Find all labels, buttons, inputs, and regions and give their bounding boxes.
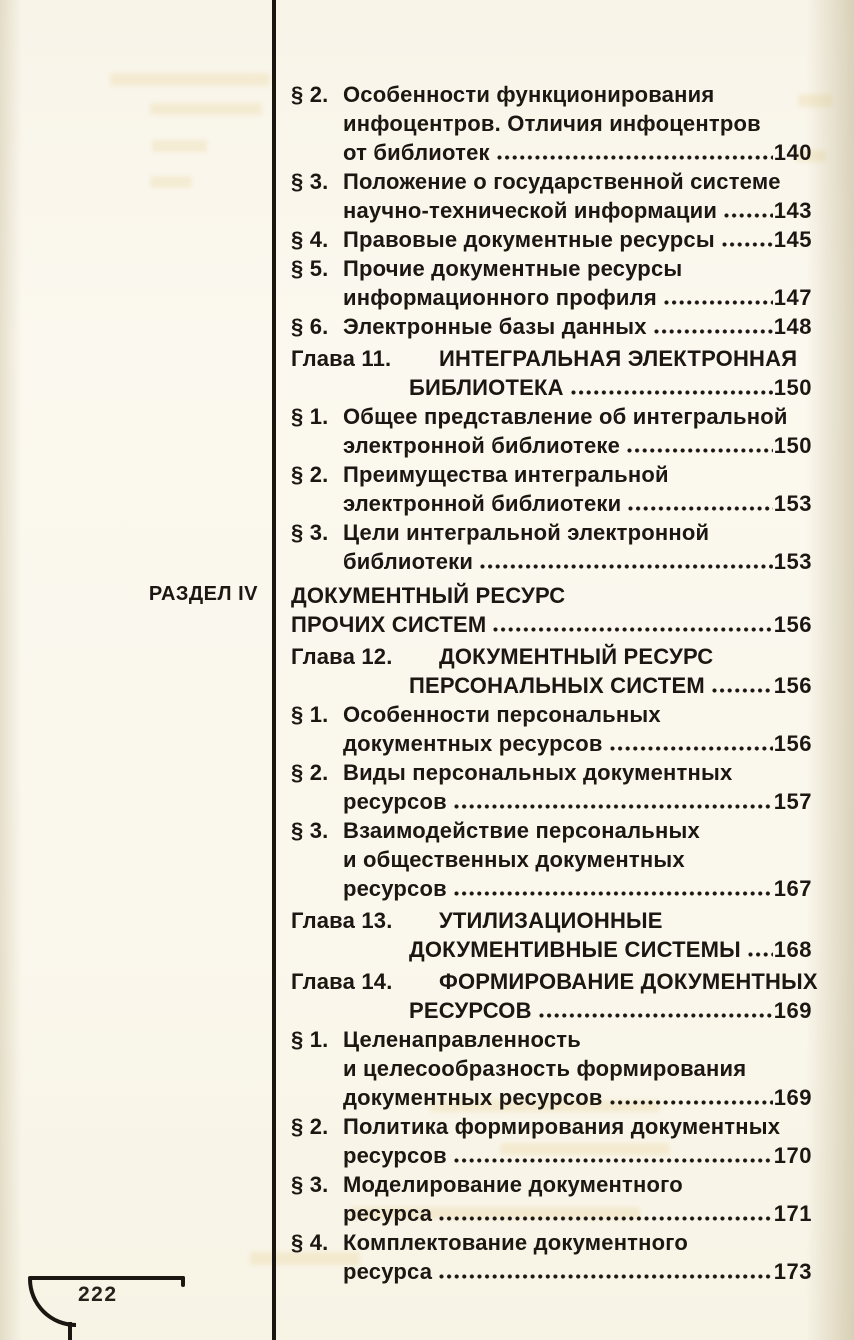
entry-text: ПЕРСОНАЛЬНЫХ СИСТЕМ [409,673,705,698]
bleed-through-mark [152,140,207,152]
entry-prefix: § 2. [291,1114,329,1139]
toc-entry-section [291,1025,812,1112]
entry-page-number: 150 [773,433,812,458]
toc-entry-chapter [291,344,812,402]
dot-leader [496,138,773,167]
entry-text: РЕСУРСОВ [409,998,532,1023]
toc-entry-line [291,460,812,489]
toc-entry-line [291,312,812,341]
entry-prefix: § 2. [291,82,329,107]
entry-page-number: 156 [773,673,812,698]
entry-text: электронной библиотеке [343,433,621,458]
entry-text: Комплектование документного [343,1230,688,1255]
entry-text: Политика формирования документных [343,1114,781,1139]
toc-entry-line [291,431,812,460]
entry-text: Целенаправленность [343,1027,581,1052]
entry-prefix: Глава 12. [291,644,393,669]
entry-page-number: 150 [773,375,812,400]
entry-text: информационного профиля [343,285,657,310]
page-number: 222 [78,1283,118,1306]
entry-text: научно-технической информации [343,198,718,223]
entry-page-number: 168 [773,937,812,962]
toc-entry-section [291,312,812,341]
dot-leader [609,1083,773,1112]
entry-text: Моделирование документного [343,1172,683,1197]
entry-page-number: 145 [773,227,812,252]
entry-prefix: § 3. [291,520,329,545]
toc-entry-line [291,1141,812,1170]
entry-text: Прочие документные ресурсы [343,256,683,281]
toc-entry-line [291,729,812,758]
toc-entry-line [291,138,812,167]
entry-text: библиотеки [343,549,474,574]
toc-entry-line [291,80,812,109]
bleed-through-mark [110,73,270,86]
toc-entry-line [291,845,812,874]
dot-leader [438,1257,773,1286]
toc-entry-section [291,225,812,254]
entry-page-number: 167 [773,876,812,901]
margin-vertical-rule [272,0,276,1340]
bleed-through-mark [150,176,192,188]
toc-entry-line [291,1112,812,1141]
entry-text: Цели интегральной электронной [343,520,710,545]
part-margin-label: РАЗДЕЛ IV [148,583,258,605]
toc-list [148,80,818,1286]
entry-prefix: Глава 14. [291,969,393,994]
dot-leader [492,610,772,639]
toc-entry-section [291,402,812,460]
toc-entry-line [291,1054,812,1083]
toc-entry-line [291,700,812,729]
entry-text: Виды персональных документных [343,760,733,785]
toc-entry-line [291,1199,812,1228]
toc-entry-line [291,996,812,1025]
toc-entry-line [291,610,812,639]
toc-entry-section [291,254,812,312]
entry-page-number: 148 [773,314,812,339]
page-tab-end-tick [181,1276,185,1287]
entry-text: от библиотек [343,140,490,165]
toc-entry-section [291,167,812,225]
toc-entry-section [291,1112,812,1170]
toc-entry-part [148,581,812,639]
toc-entry-line [291,935,812,964]
toc-entry-chapter [291,642,812,700]
toc-entry-chapter [291,906,812,964]
entry-prefix: § 2. [291,462,329,487]
toc-entry-line [291,109,812,138]
toc-entry-line [291,1170,812,1199]
toc-entry-line [291,967,818,996]
toc-entry-line [291,373,812,402]
entry-text: ресурса [343,1259,433,1284]
entry-text: ресурсов [343,789,447,814]
entry-text: и целесообразность формирования [343,1056,747,1081]
entry-prefix: § 4. [291,227,329,252]
toc-entry-line [291,874,812,903]
toc-entry-line [291,1257,812,1286]
toc-entry-chapter [291,967,818,1025]
entry-prefix: § 6. [291,314,329,339]
toc-entry-section [291,816,812,903]
toc-entry-line [291,196,812,225]
entry-text: Положение о государственной системе [343,169,781,194]
entry-prefix: § 2. [291,760,329,785]
entry-text: Преимущества интегральной [343,462,669,487]
toc-entry-section [291,1170,812,1228]
toc-entry-line [291,581,812,610]
entry-prefix: § 1. [291,702,329,727]
entry-text: ДОКУМЕНТНЫЙ РЕСУРС [291,583,566,608]
entry-text: Особенности персональных [343,702,661,727]
toc-entry-line [291,1228,812,1257]
toc-entry-section [291,758,812,816]
entry-page-number: 156 [773,612,812,637]
entry-text: ресурсов [343,876,447,901]
entry-text: документных ресурсов [343,1085,603,1110]
dot-leader [453,787,773,816]
toc-entry-line [291,402,812,431]
toc-entry-section [291,80,812,167]
toc-entry-line [291,1083,812,1112]
entry-text: ИНТЕГРАЛЬНАЯ ЭЛЕКТРОННАЯ [439,346,798,371]
entry-page-number: 156 [773,731,812,756]
dot-leader [479,547,773,576]
entry-page-number: 171 [773,1201,812,1226]
entry-page-number: 170 [773,1143,812,1168]
entry-text: БИБЛИОТЕКА [409,375,564,400]
entry-prefix: § 3. [291,1172,329,1197]
entry-page-number: 143 [773,198,812,223]
entry-prefix: Глава 13. [291,908,393,933]
entry-page-number: 169 [773,998,812,1023]
entry-text: УТИЛИЗАЦИОННЫЕ [439,908,663,933]
page-tab-stem [68,1322,72,1340]
entry-page-number: 169 [773,1085,812,1110]
entry-page-number: 173 [773,1259,812,1284]
entry-text: Общее представление об интегральной [343,404,788,429]
entry-text: электронной библиотеки [343,491,622,516]
toc-entry-line [291,906,812,935]
dot-leader [453,1141,773,1170]
entry-prefix: § 1. [291,404,329,429]
toc-entry-line [291,816,812,845]
dot-leader [538,996,773,1025]
toc-entry-line [291,254,812,283]
entry-prefix: § 4. [291,1230,329,1255]
entry-text: Взаимодействие персональных [343,818,700,843]
dot-leader [653,312,773,341]
entry-text: Особенности функционирования [343,82,715,107]
entry-prefix: Глава 11. [291,346,392,371]
toc-entry-line [291,671,812,700]
toc-entry-line [291,787,812,816]
dot-leader [747,935,773,964]
dot-leader [438,1199,773,1228]
entry-page-number: 140 [773,140,812,165]
entry-text: ФОРМИРОВАНИЕ ДОКУМЕНТНЫХ [439,969,818,994]
dot-leader [663,283,773,312]
toc-entry-line [291,344,812,373]
dot-leader [723,196,773,225]
toc-entry-section [291,700,812,758]
dot-leader [627,489,772,518]
entry-text: ресурсов [343,1143,447,1168]
entry-text: документных ресурсов [343,731,603,756]
entry-page-number: 147 [773,285,812,310]
toc-entry-line [291,489,812,518]
toc-entry-section [291,460,812,518]
toc-entry-line [291,518,812,547]
toc-entry-line [291,283,812,312]
toc-entry-section [291,1228,812,1286]
entry-prefix: § 5. [291,256,329,281]
entry-text: Правовые документные ресурсы [343,227,715,252]
entry-text: инфоцентров. Отличия инфоцентров [343,111,761,136]
toc-entry-line [291,167,812,196]
dot-leader [570,373,773,402]
bleed-through-mark [150,103,262,115]
dot-leader [609,729,773,758]
entry-text: ресурса [343,1201,433,1226]
entry-prefix: § 1. [291,1027,329,1052]
toc-entry-line [291,547,812,576]
toc-entry-line [291,758,812,787]
toc-entry-line [291,1025,812,1054]
entry-page-number: 153 [773,549,812,574]
dot-leader [721,225,773,254]
entry-prefix: § 3. [291,818,329,843]
entry-prefix: § 3. [291,169,329,194]
entry-text: Электронные базы данных [343,314,647,339]
dot-leader [626,431,773,460]
entry-text: ПРОЧИХ СИСТЕМ [291,612,487,637]
page-tab-curve [28,1279,76,1327]
entry-text: ДОКУМЕНТИВНЫЕ СИСТЕМЫ [409,937,741,962]
toc-entry-section [291,518,812,576]
entry-page-number: 153 [773,491,812,516]
entry-text: ДОКУМЕНТНЫЙ РЕСУРС [439,644,714,669]
toc-entry-line [291,225,812,254]
toc-entry-line [291,642,812,671]
entry-text: и общественных документных [343,847,685,872]
entry-page-number: 157 [773,789,812,814]
dot-leader [711,671,773,700]
dot-leader [453,874,773,903]
